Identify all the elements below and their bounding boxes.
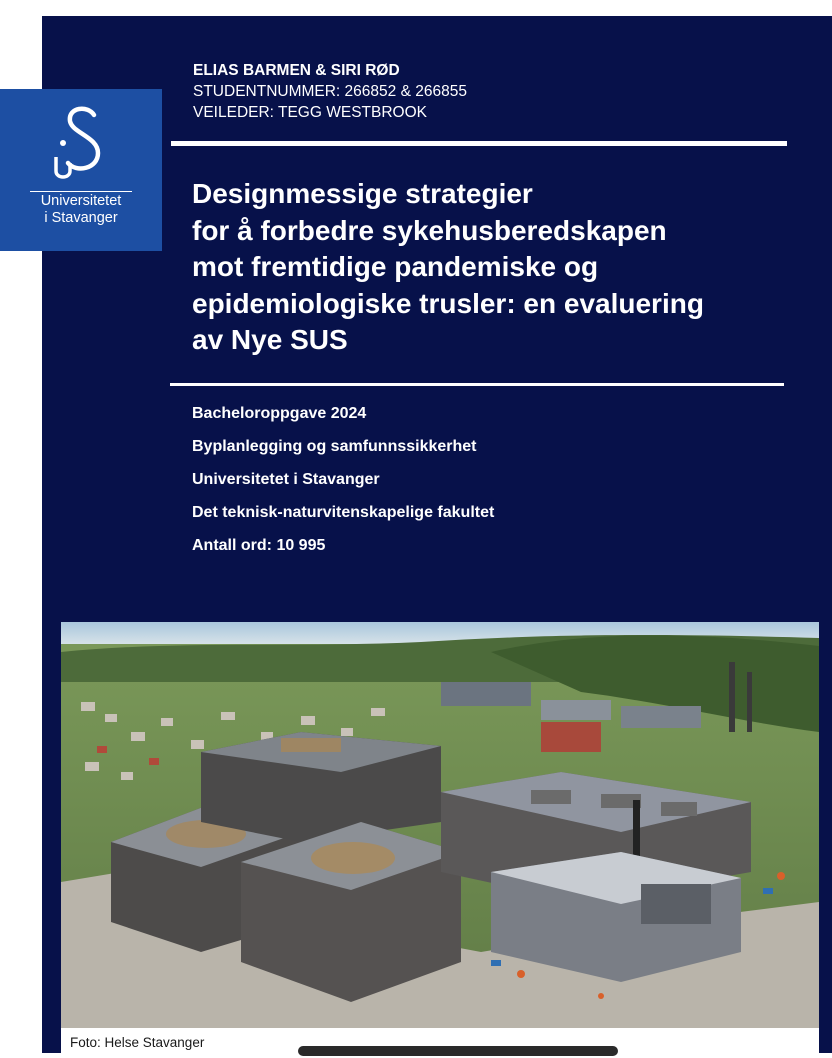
student-numbers: STUDENTNUMMER: 266852 & 266855 [193, 83, 467, 100]
logo-name-line2: i Stavanger [44, 210, 118, 226]
page-scrollbar[interactable] [298, 1046, 618, 1056]
title-line: Designmessige strategier [192, 178, 533, 209]
caption-strip [686, 1028, 819, 1053]
supervisor: VEILEDER: TEGG WESTBROOK [193, 104, 427, 121]
faculty-name: Det teknisk-naturvitenskapelige fakultet [192, 504, 495, 521]
university-name: Universitetet i Stavanger [192, 471, 380, 488]
thesis-meta [192, 403, 494, 568]
logo-name-line1: Universitetet [40, 193, 122, 209]
word-count: Antall ord: 10 995 [192, 537, 326, 554]
middle-divider [170, 383, 784, 386]
hospital-photo-illustration [61, 622, 819, 1028]
top-divider [171, 141, 787, 146]
university-logo [0, 89, 162, 251]
uis-monogram-icon [46, 103, 116, 183]
author-block [193, 60, 467, 123]
thesis-title [192, 176, 792, 359]
title-line: mot fremtidige pandemiske og [192, 251, 599, 282]
title-line: epidemiologiske trusler: en evaluering [192, 287, 704, 319]
title-line: for å forbedre sykehusberedskapen [192, 214, 667, 246]
title-line: av Nye SUS [192, 324, 348, 355]
author-names: ELIAS BARMEN & SIRI RØD [193, 62, 400, 79]
hospital-aerial-photo [61, 622, 819, 1028]
thesis-type: Bacheloroppgave 2024 [192, 405, 367, 422]
photo-caption: Foto: Helse Stavanger [61, 1028, 686, 1053]
study-program: Byplanlegging og samfunnssikkerhet [192, 438, 477, 455]
